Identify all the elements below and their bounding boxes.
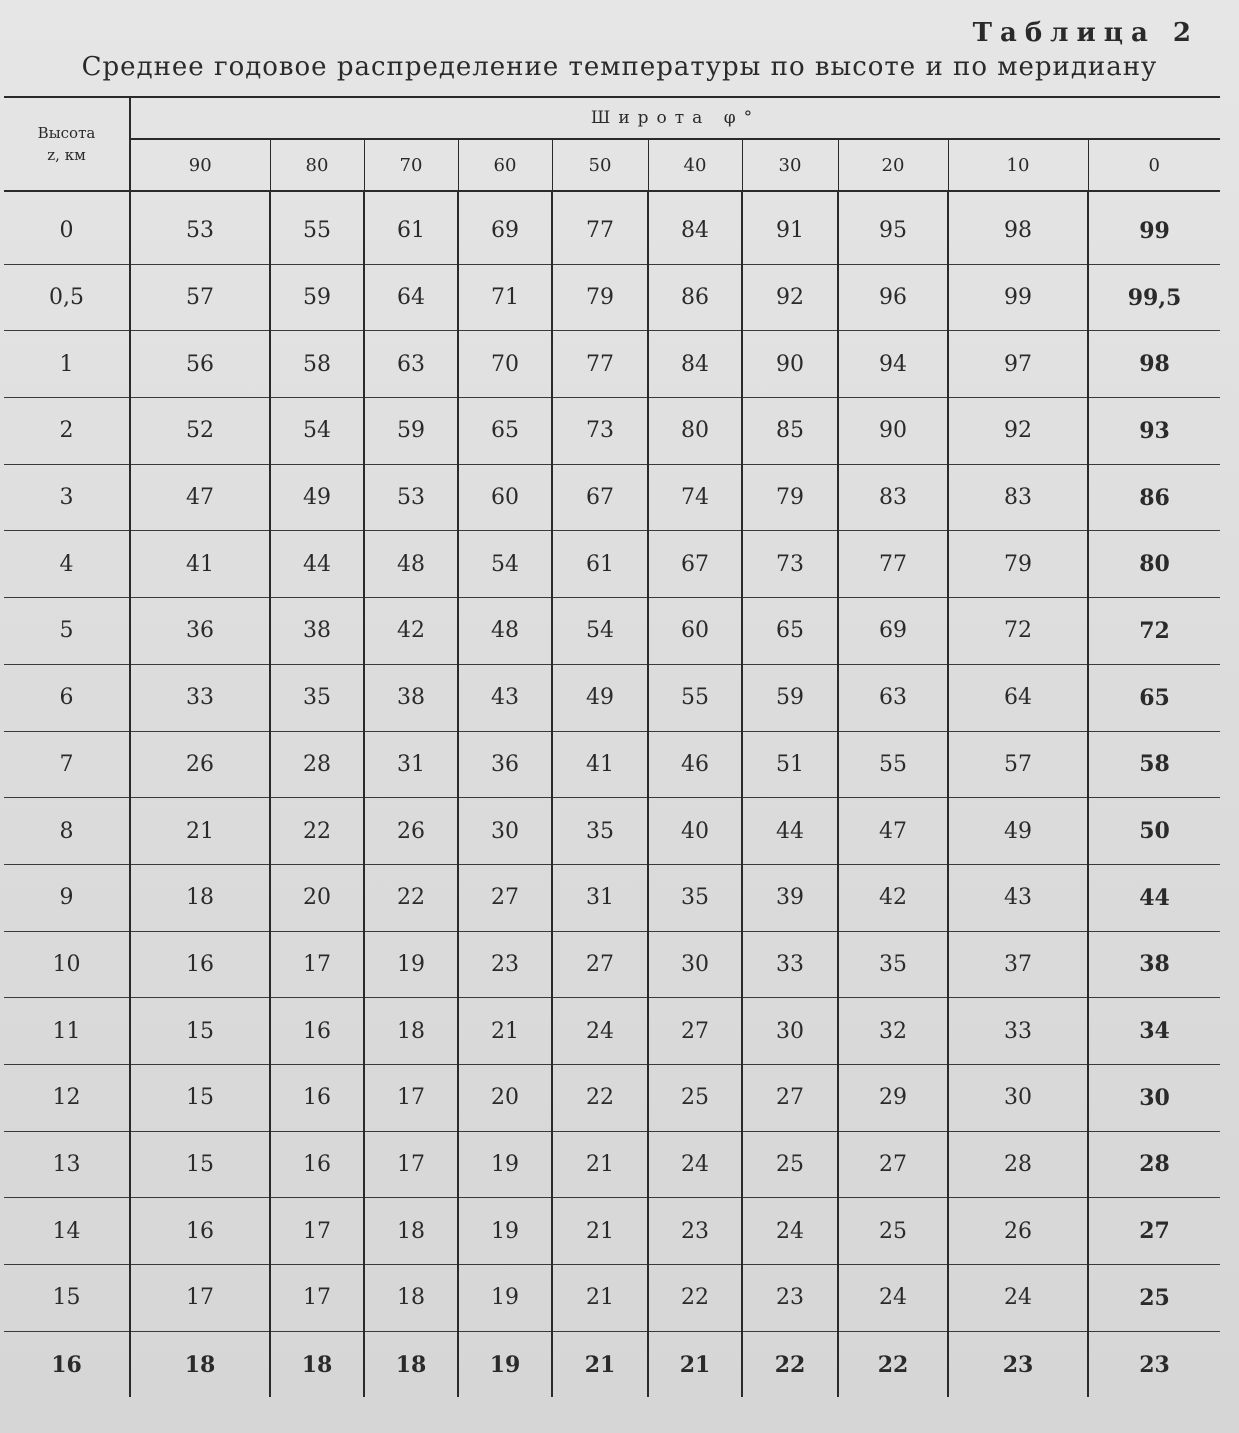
height-cell: 4 [4, 531, 130, 598]
temperature-cell: 95 [838, 191, 948, 264]
temperature-cell: 28 [948, 1131, 1088, 1198]
temperature-cell: 41 [552, 731, 648, 798]
temperature-cell: 41 [130, 531, 270, 598]
temperature-cell: 22 [552, 1064, 648, 1131]
temperature-cell: 77 [552, 331, 648, 398]
temperature-cell: 19 [458, 1331, 552, 1397]
temperature-cell: 44 [742, 798, 838, 865]
temperature-cell: 86 [648, 264, 742, 331]
temperature-cell: 54 [270, 398, 364, 465]
temperature-cell: 48 [364, 531, 458, 598]
temperature-cell: 22 [270, 798, 364, 865]
temperature-cell: 33 [742, 931, 838, 998]
temperature-cell: 23 [648, 1198, 742, 1265]
temperature-cell: 23 [1139, 1351, 1170, 1378]
temperature-cell: 42 [838, 864, 948, 931]
temperature-cell: 67 [552, 464, 648, 531]
temperature-cell: 59 [270, 264, 364, 331]
temperature-cell: 69 [458, 191, 552, 264]
temperature-cell: 79 [552, 264, 648, 331]
temperature-cell: 15 [130, 998, 270, 1065]
table-row [4, 1131, 1220, 1198]
temperature-cell: 49 [270, 464, 364, 531]
temperature-cell: 17 [270, 1265, 364, 1332]
height-header-line2: z, км [47, 146, 86, 164]
temperature-cell: 17 [364, 1131, 458, 1198]
temperature-cell: 80 [648, 398, 742, 465]
temperature-cell: 57 [130, 264, 270, 331]
temperature-cell: 77 [838, 531, 948, 598]
temperature-cell: 83 [948, 464, 1088, 531]
temperature-cell: 56 [130, 331, 270, 398]
temperature-cell: 69 [838, 598, 948, 665]
temperature-cell: 74 [648, 464, 742, 531]
temperature-cell: 53 [130, 191, 270, 264]
height-cell: 8 [4, 798, 130, 865]
temperature-cell: 15 [130, 1131, 270, 1198]
temperature-cell: 90 [838, 398, 948, 465]
height-column-header [4, 97, 130, 191]
temperature-cell: 23 [458, 931, 552, 998]
table-row [4, 1331, 1220, 1397]
temperature-cell: 15 [130, 1064, 270, 1131]
temperature-cell: 18 [130, 864, 270, 931]
temperature-cell: 93 [1088, 398, 1220, 465]
temperature-cell: 22 [838, 1331, 948, 1397]
temperature-cell: 25 [648, 1064, 742, 1131]
temperature-cell: 38 [1088, 931, 1220, 998]
temperature-cell: 28 [1088, 1131, 1220, 1198]
temperature-cell: 84 [648, 191, 742, 264]
temperature-cell: 30 [648, 931, 742, 998]
temperature-cell: 79 [948, 531, 1088, 598]
temperature-cell: 70 [458, 331, 552, 398]
height-cell: 2 [4, 398, 130, 465]
temperature-cell: 83 [838, 464, 948, 531]
temperature-cell: 59 [364, 398, 458, 465]
temperature-cell: 17 [270, 931, 364, 998]
temperature-cell: 99 [1088, 191, 1220, 264]
temperature-cell: 16 [270, 998, 364, 1065]
height-cell: 6 [4, 664, 130, 731]
temperature-cell: 47 [130, 464, 270, 531]
height-cell: 5 [4, 598, 130, 665]
temperature-cell: 19 [364, 931, 458, 998]
temperature-cell: 24 [552, 998, 648, 1065]
temperature-cell: 49 [948, 798, 1088, 865]
temperature-cell: 98 [948, 191, 1088, 264]
temperature-cell: 28 [270, 731, 364, 798]
temperature-cell: 51 [742, 731, 838, 798]
temperature-cell: 44 [270, 531, 364, 598]
temperature-cell: 90 [742, 331, 838, 398]
temperature-cell: 22 [648, 1265, 742, 1332]
temperature-cell: 21 [552, 1198, 648, 1265]
temperature-cell: 20 [458, 1064, 552, 1131]
temperature-cell: 30 [742, 998, 838, 1065]
temperature-cell: 17 [364, 1064, 458, 1131]
temperature-cell: 49 [552, 664, 648, 731]
temperature-cell: 30 [458, 798, 552, 865]
latitude-col-header: 50 [552, 139, 648, 191]
temperature-cell: 72 [1088, 598, 1220, 665]
temperature-cell: 24 [948, 1265, 1088, 1332]
temperature-cell: 55 [270, 191, 364, 264]
temperature-cell: 21 [130, 798, 270, 865]
temperature-cell: 16 [130, 1198, 270, 1265]
temperature-cell: 71 [458, 264, 552, 331]
temperature-cell: 27 [552, 931, 648, 998]
temperature-cell: 25 [838, 1198, 948, 1265]
temperature-cell: 72 [948, 598, 1088, 665]
temperature-cell: 92 [948, 398, 1088, 465]
table-row [4, 864, 1220, 931]
temperature-cell: 63 [838, 664, 948, 731]
height-cell: 11 [4, 998, 130, 1065]
temperature-cell: 55 [648, 664, 742, 731]
temperature-cell: 43 [458, 664, 552, 731]
temperature-cell: 44 [1088, 864, 1220, 931]
temperature-cell: 97 [948, 331, 1088, 398]
temperature-cell: 19 [458, 1198, 552, 1265]
height-cell: 0,5 [4, 264, 130, 331]
temperature-cell: 79 [742, 464, 838, 531]
temperature-cell: 30 [948, 1064, 1088, 1131]
temperature-cell: 55 [838, 731, 948, 798]
temperature-cell: 60 [458, 464, 552, 531]
temperature-cell: 18 [130, 1331, 270, 1397]
temperature-cell: 35 [838, 931, 948, 998]
latitude-col-header: 40 [648, 139, 742, 191]
table-row [4, 531, 1220, 598]
temperature-table [4, 96, 1220, 1397]
latitude-header: Широта φ° [130, 97, 1220, 139]
temperature-cell: 39 [742, 864, 838, 931]
temperature-cell: 18 [270, 1331, 364, 1397]
latitude-col-header: 60 [458, 139, 552, 191]
table-caption: Среднее годовое распределение температуры по высоте и по меридиану [81, 52, 1158, 82]
temperature-cell: 40 [648, 798, 742, 865]
table-row [4, 464, 1220, 531]
temperature-cell: 21 [458, 998, 552, 1065]
temperature-cell: 27 [742, 1064, 838, 1131]
temperature-cell: 33 [948, 998, 1088, 1065]
temperature-cell: 27 [1088, 1198, 1220, 1265]
temperature-cell: 25 [1088, 1265, 1220, 1332]
temperature-cell: 64 [948, 664, 1088, 731]
temperature-cell: 18 [364, 1265, 458, 1332]
temperature-cell: 23 [948, 1331, 1088, 1397]
latitude-col-header: 70 [364, 139, 458, 191]
temperature-cell: 47 [838, 798, 948, 865]
latitude-col-header: 30 [742, 139, 838, 191]
temperature-cell: 27 [458, 864, 552, 931]
temperature-cell: 99,5 [1088, 264, 1220, 331]
height-cell: 9 [4, 864, 130, 931]
temperature-cell: 54 [552, 598, 648, 665]
table-row [4, 191, 1220, 264]
temperature-cell: 30 [1088, 1064, 1220, 1131]
temperature-cell: 18 [364, 1331, 458, 1397]
temperature-cell: 59 [742, 664, 838, 731]
temperature-cell: 35 [270, 664, 364, 731]
temperature-cell: 29 [838, 1064, 948, 1131]
temperature-cell: 22 [742, 1331, 838, 1397]
temperature-cell: 48 [458, 598, 552, 665]
height-cell: 0 [4, 191, 130, 264]
height-cell: 12 [4, 1064, 130, 1131]
temperature-cell: 21 [552, 1131, 648, 1198]
latitude-col-header: 20 [838, 139, 948, 191]
table-row [4, 1198, 1220, 1265]
temperature-cell: 60 [648, 598, 742, 665]
temperature-cell: 58 [270, 331, 364, 398]
temperature-cell: 96 [838, 264, 948, 331]
temperature-cell: 65 [742, 598, 838, 665]
temperature-cell: 99 [948, 264, 1088, 331]
temperature-cell: 18 [364, 998, 458, 1065]
temperature-cell: 19 [458, 1131, 552, 1198]
temperature-cell: 31 [364, 731, 458, 798]
height-cell: 15 [4, 1265, 130, 1332]
temperature-cell: 36 [130, 598, 270, 665]
temperature-cell: 27 [838, 1131, 948, 1198]
latitude-col-header: 80 [270, 139, 364, 191]
temperature-cell: 26 [948, 1198, 1088, 1265]
temperature-cell: 57 [948, 731, 1088, 798]
temperature-cell: 37 [948, 931, 1088, 998]
temperature-cell: 77 [552, 191, 648, 264]
table-row [4, 798, 1220, 865]
temperature-cell: 35 [552, 798, 648, 865]
temperature-cell: 53 [364, 464, 458, 531]
temperature-cell: 91 [742, 191, 838, 264]
temperature-cell: 36 [458, 731, 552, 798]
height-header-line1: Высота [37, 124, 96, 142]
temperature-cell: 34 [1088, 998, 1220, 1065]
table-row [4, 598, 1220, 665]
temperature-cell: 92 [742, 264, 838, 331]
temperature-cell: 65 [1088, 664, 1220, 731]
temperature-cell: 42 [364, 598, 458, 665]
temperature-cell: 58 [1088, 731, 1220, 798]
temperature-cell: 17 [130, 1265, 270, 1332]
temperature-cell: 63 [364, 331, 458, 398]
temperature-cell: 61 [364, 191, 458, 264]
table-row [4, 664, 1220, 731]
temperature-cell: 17 [270, 1198, 364, 1265]
height-cell: 10 [4, 931, 130, 998]
table-row [4, 931, 1220, 998]
temperature-cell: 52 [130, 398, 270, 465]
temperature-cell: 16 [270, 1131, 364, 1198]
table-body [4, 191, 1220, 1397]
table-number: Таблица 2 [972, 18, 1199, 48]
height-cell: 7 [4, 731, 130, 798]
temperature-cell: 26 [130, 731, 270, 798]
height-cell: 16 [4, 1331, 130, 1397]
latitude-values-row [4, 139, 1220, 191]
temperature-cell: 35 [648, 864, 742, 931]
temperature-cell: 24 [838, 1265, 948, 1332]
temperature-cell: 54 [458, 531, 552, 598]
temperature-cell: 61 [552, 531, 648, 598]
temperature-cell: 65 [458, 398, 552, 465]
temperature-cell: 27 [648, 998, 742, 1065]
temperature-cell: 33 [130, 664, 270, 731]
temperature-cell: 67 [648, 531, 742, 598]
temperature-cell: 22 [364, 864, 458, 931]
temperature-cell: 21 [552, 1331, 648, 1397]
latitude-col-header: 0 [1088, 139, 1220, 191]
table-row [4, 731, 1220, 798]
temperature-cell: 38 [364, 664, 458, 731]
temperature-cell: 86 [1088, 464, 1220, 531]
table-row [4, 1064, 1220, 1131]
temperature-cell: 80 [1088, 531, 1220, 598]
temperature-cell: 21 [648, 1331, 742, 1397]
height-cell: 13 [4, 1131, 130, 1198]
temperature-cell: 98 [1088, 331, 1220, 398]
temperature-cell: 46 [648, 731, 742, 798]
temperature-cell: 84 [648, 331, 742, 398]
table-row [4, 998, 1220, 1065]
temperature-cell: 73 [742, 531, 838, 598]
temperature-cell: 18 [364, 1198, 458, 1265]
temperature-cell: 26 [364, 798, 458, 865]
height-cell: 1 [4, 331, 130, 398]
temperature-cell: 24 [648, 1131, 742, 1198]
temperature-cell: 23 [742, 1265, 838, 1332]
temperature-cell: 25 [742, 1131, 838, 1198]
temperature-cell: 43 [948, 864, 1088, 931]
temperature-cell: 21 [552, 1265, 648, 1332]
latitude-col-header: 10 [948, 139, 1088, 191]
temperature-cell: 73 [552, 398, 648, 465]
temperature-cell: 64 [364, 264, 458, 331]
temperature-cell: 94 [838, 331, 948, 398]
temperature-cell: 16 [270, 1064, 364, 1131]
table-row [4, 331, 1220, 398]
temperature-cell: 31 [552, 864, 648, 931]
table-row [4, 264, 1220, 331]
height-cell: 3 [4, 464, 130, 531]
temperature-cell: 38 [270, 598, 364, 665]
temperature-cell: 24 [742, 1198, 838, 1265]
temperature-cell: 16 [130, 931, 270, 998]
temperature-cell: 85 [742, 398, 838, 465]
latitude-col-header: 90 [130, 139, 270, 191]
temperature-cell: 32 [838, 998, 948, 1065]
temperature-cell: 20 [270, 864, 364, 931]
height-cell: 14 [4, 1198, 130, 1265]
table-row [4, 398, 1220, 465]
temperature-cell: 50 [1088, 798, 1220, 865]
table-row [4, 1265, 1220, 1332]
temperature-cell: 19 [458, 1265, 552, 1332]
